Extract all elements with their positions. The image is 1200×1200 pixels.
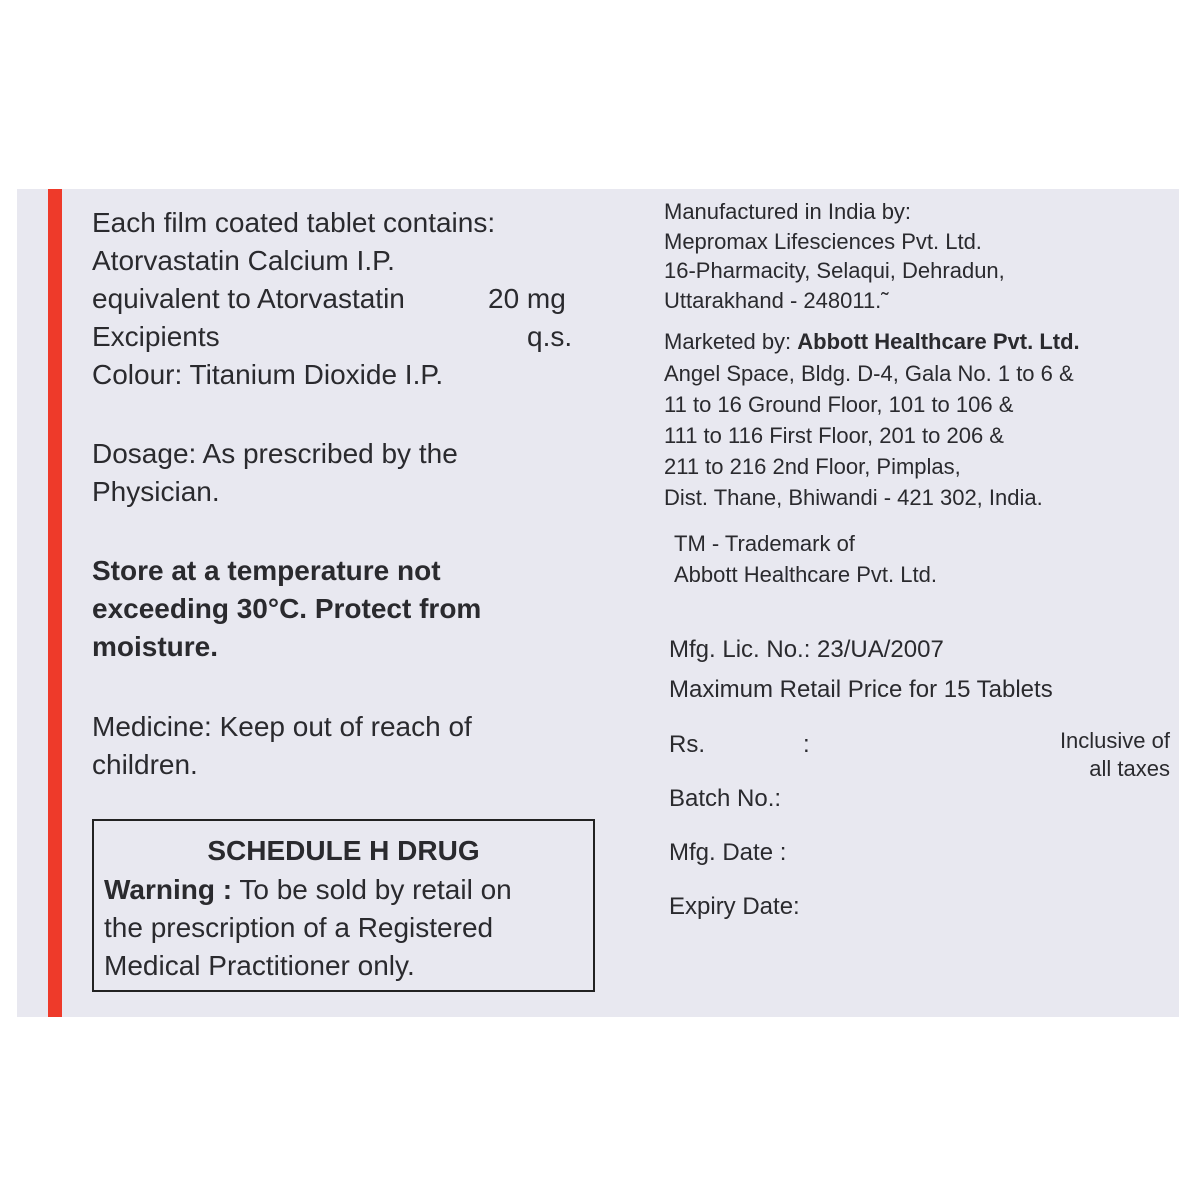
- schedule-h-box: [92, 819, 595, 992]
- storage-line-2: exceeding 30°C. Protect from: [92, 593, 482, 624]
- label-panel: [17, 189, 1179, 1017]
- schedule-title: SCHEDULE H DRUG: [207, 835, 480, 866]
- schedule-warning-line-2: the prescription of a Registered: [104, 912, 494, 943]
- mrp-line: Maximum Retail Price for 15 Tablets: [669, 676, 1053, 703]
- manufacturer-line-3: 16-Pharmacity, Selaqui, Dehradun,: [664, 258, 1005, 283]
- marketer-line-4: 111 to 116 First Floor, 201 to 206 &: [664, 423, 1004, 448]
- composition-value-qs: q.s.: [527, 321, 573, 352]
- storage-line-3: moisture.: [92, 631, 219, 662]
- marketer-name: Abbott Healthcare Pvt. Ltd.: [797, 329, 1080, 354]
- marketer-label: Marketed by:: [664, 329, 798, 354]
- medicine-line-2: children.: [92, 749, 198, 780]
- schedule-warning-line-1: [104, 876, 512, 904]
- tax-line-1: Inclusive of: [1059, 728, 1170, 753]
- storage-line-1: Store at a temperature not: [92, 555, 441, 586]
- rs-colon: :: [803, 731, 810, 758]
- schedule-warning-line-3: Medical Practitioner only.: [104, 950, 415, 981]
- composition-value-dose: 20 mg: [488, 283, 566, 314]
- composition-line-3: equivalent to Atorvastatin: [92, 283, 405, 314]
- trademark-line-2: Abbott Healthcare Pvt. Ltd.: [674, 562, 937, 587]
- composition-line-1: Each film coated tablet contains:: [92, 207, 496, 238]
- dosage-line-2: Physician.: [92, 476, 220, 507]
- marketer-line-3: 11 to 16 Ground Floor, 101 to 106 &: [664, 392, 1014, 417]
- mfg-license: Mfg. Lic. No.: 23/UA/2007: [669, 636, 944, 663]
- warning-label: Warning :: [104, 874, 233, 905]
- manufacturer-line-2: Mepromax Lifesciences Pvt. Ltd.: [664, 229, 982, 254]
- marketer-line-5: 211 to 216 2nd Floor, Pimplas,: [664, 454, 961, 479]
- batch-number: Batch No.:: [669, 785, 782, 812]
- marketer-line-1: [664, 331, 1080, 353]
- expiry-date: Expiry Date:: [669, 893, 800, 920]
- manufacturer-line-4: Uttarakhand - 248011.˜: [664, 288, 889, 313]
- composition-line-4: Excipients: [92, 321, 220, 352]
- tax-line-2: all taxes: [1089, 756, 1170, 781]
- dosage-line-1: Dosage: As prescribed by the: [92, 438, 458, 469]
- manufacturer-line-1: Manufactured in India by:: [664, 199, 912, 224]
- warning-text-1: To be sold by retail on: [232, 874, 512, 905]
- red-stripe: [48, 189, 62, 1017]
- composition-line-5: Colour: Titanium Dioxide I.P.: [92, 359, 444, 390]
- medicine-line-1: Medicine: Keep out of reach of: [92, 711, 472, 742]
- rs-label: Rs.: [669, 731, 705, 758]
- trademark-line-1: TM - Trademark of: [674, 531, 855, 556]
- marketer-line-2: Angel Space, Bldg. D-4, Gala No. 1 to 6 &: [664, 361, 1074, 386]
- mfg-date: Mfg. Date :: [669, 839, 787, 866]
- marketer-line-6: Dist. Thane, Bhiwandi - 421 302, India.: [664, 485, 1043, 510]
- composition-line-2: Atorvastatin Calcium I.P.: [92, 245, 395, 276]
